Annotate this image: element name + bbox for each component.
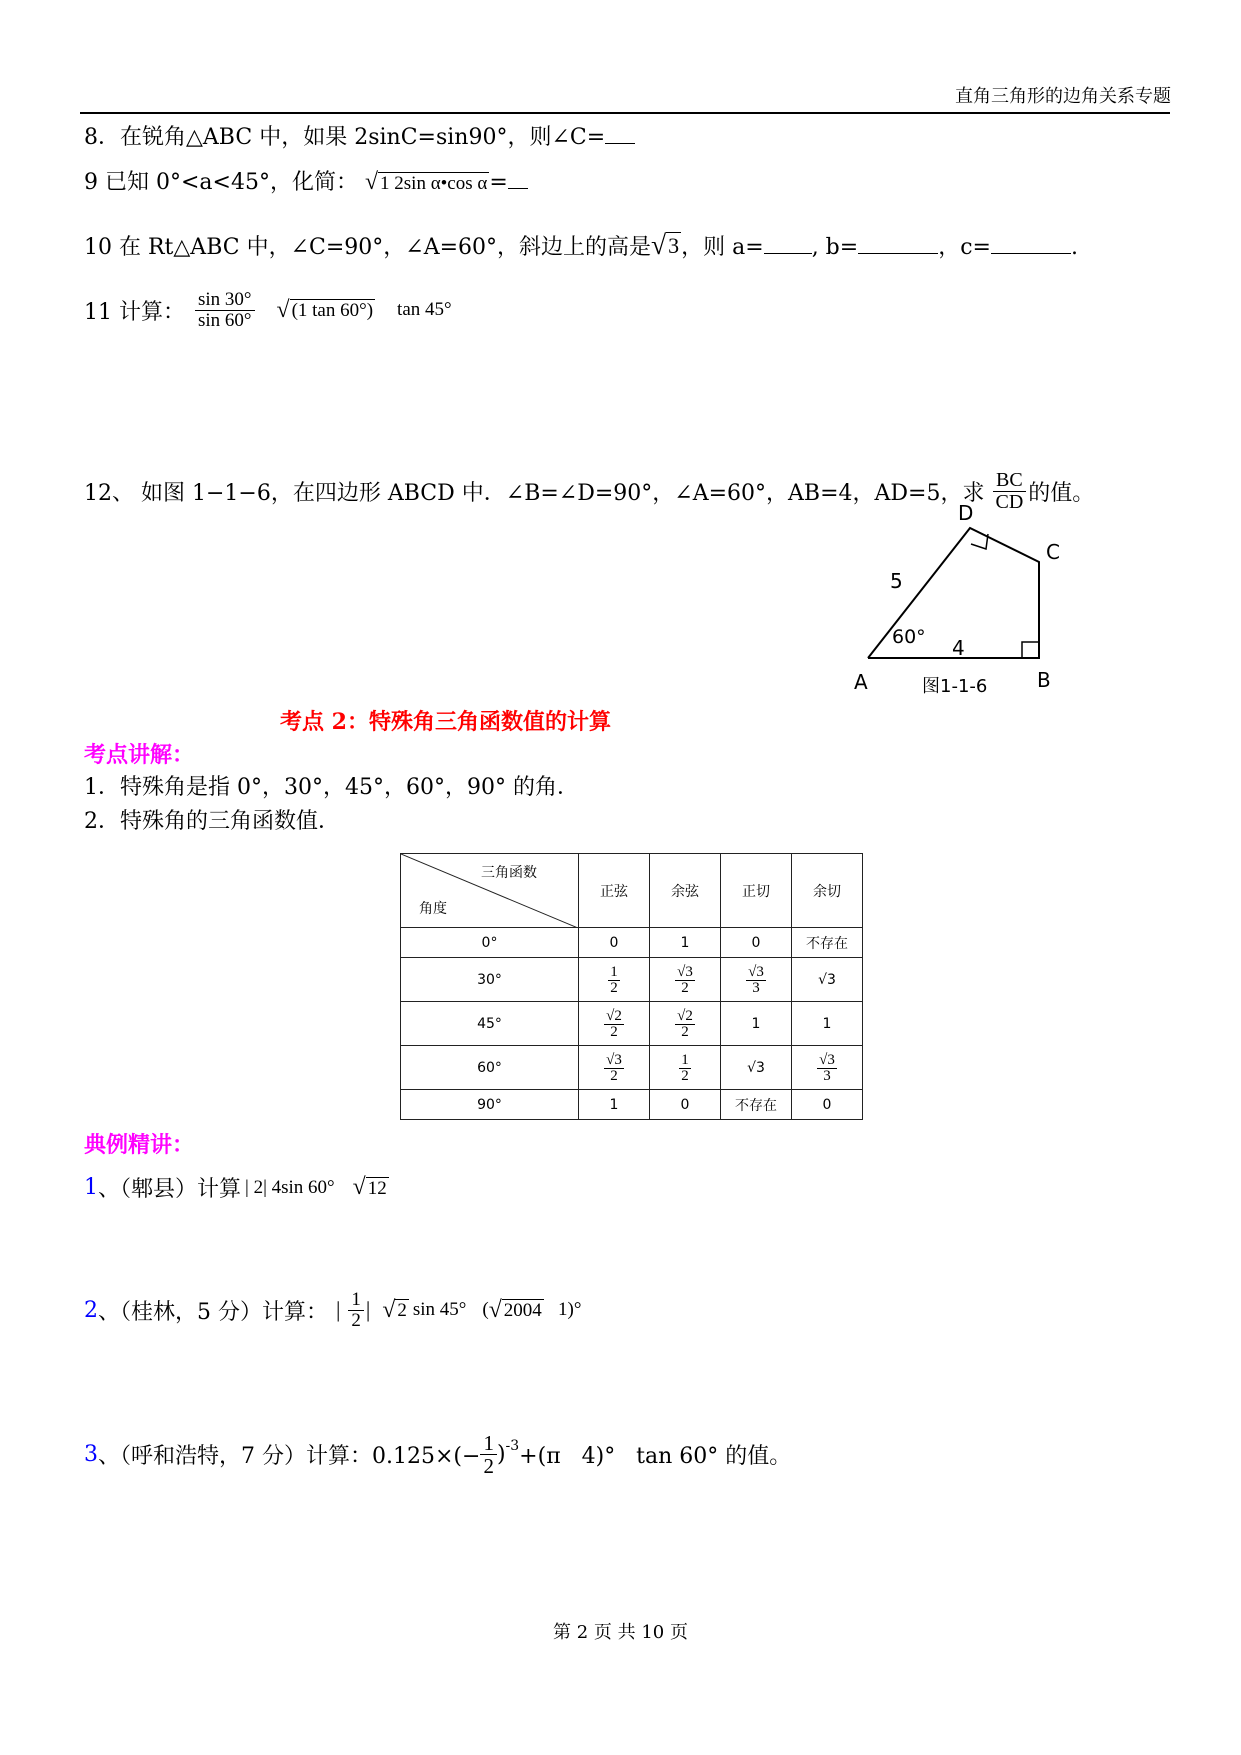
angle-cell: 90°: [401, 1090, 579, 1120]
label-side-ab: 4: [952, 636, 965, 660]
value-numerator: √2: [606, 1007, 622, 1024]
value-text: 不存在: [735, 1097, 777, 1114]
example-3-numerator: 1: [480, 1432, 497, 1455]
q11-text: 11 计算：: [84, 299, 185, 325]
question-8: [84, 120, 635, 151]
trig-table-wrapper: [400, 853, 863, 1120]
q11-fraction: [195, 290, 255, 331]
trig-value-table: [400, 853, 863, 1120]
q9-text: 9 已知 0°<a<45°，化简：: [84, 170, 358, 195]
header-rule: [80, 112, 1170, 114]
example-2-radicand-2: 2004: [503, 1300, 542, 1322]
example-3: [84, 1432, 791, 1477]
example-2-close: 1)°: [543, 1299, 582, 1321]
question-10: [84, 230, 1078, 261]
table-corner: [401, 854, 579, 928]
q9-radicand: 1 2sin α•cos α: [380, 172, 488, 194]
value-numerator: √3: [606, 1051, 622, 1068]
label-b: B: [1037, 668, 1051, 692]
example-2-bar-right: |: [365, 1297, 371, 1323]
value-denominator: 3: [823, 1067, 831, 1084]
sine-value-cell: [579, 1002, 650, 1046]
value-text: 0: [822, 1096, 832, 1113]
cotangent-value-cell: [792, 1002, 863, 1046]
cosine-value-cell: [650, 1090, 721, 1120]
value-text: 1: [822, 1015, 832, 1032]
example-1-number: 1: [84, 1175, 98, 1200]
q10-end: .: [1070, 235, 1078, 260]
example-2-denominator: 2: [351, 1309, 361, 1331]
value-fraction: [746, 965, 766, 996]
q10-blank-c: [991, 231, 1071, 254]
example-3-denominator: 2: [483, 1454, 494, 1479]
q10-blank-b: [858, 231, 938, 254]
angle-cell: 60°: [401, 1046, 579, 1090]
section-2-title: 考点 2：特殊角三角函数值的计算: [280, 709, 611, 735]
question-11: [84, 290, 452, 331]
value-text: √3: [818, 971, 836, 988]
header-cosine: 余弦: [650, 854, 721, 928]
value-denominator: 2: [681, 1023, 689, 1040]
example-2-sqrt-2: √ 2004: [488, 1296, 542, 1323]
example-2-expr: sin 45°: [412, 1299, 467, 1321]
angle-cell: 0°: [401, 928, 579, 958]
cotangent-value-cell: [792, 1090, 863, 1120]
value-numerator: √3: [748, 963, 764, 980]
page-footer: 第 2 页 共 10 页: [553, 1622, 688, 1643]
q10-radicand: 3: [668, 233, 680, 259]
value-text: 1: [680, 934, 690, 951]
value-denominator: 2: [610, 1067, 618, 1084]
value-denominator: 2: [681, 979, 689, 996]
example-2-number: 2: [84, 1297, 98, 1323]
example-1-sqrt: √ 12: [352, 1173, 387, 1200]
label-d: D: [958, 501, 974, 525]
value-numerator: 1: [610, 963, 618, 980]
right-angle-mark-b: [1022, 642, 1039, 658]
label-angle-a: 60°: [892, 626, 926, 648]
header-tangent: 正切: [721, 854, 792, 928]
value-fraction: [817, 1053, 837, 1084]
example-2-radicand-1: 2: [397, 1300, 407, 1322]
value-numerator: 1: [681, 1051, 689, 1068]
value-text: 0: [751, 934, 761, 951]
table-row: [401, 958, 863, 1002]
tangent-value-cell: [721, 1090, 792, 1120]
tangent-value-cell: [721, 1046, 792, 1090]
example-3-text: 、（呼和浩特，7 分）计算：0.125×(−: [98, 1444, 481, 1470]
example-2-open: (: [482, 1299, 489, 1321]
q10-text: 10 在 Rt△ABC 中，∠C=90°，∠A=60°，斜边上的高是: [84, 235, 652, 260]
q8-blank: [605, 121, 635, 144]
cosine-value-cell: [650, 958, 721, 1002]
sine-value-cell: [579, 958, 650, 1002]
q12-numerator: BC: [993, 470, 1026, 492]
value-fraction: [604, 1009, 624, 1040]
header-sine: 正弦: [579, 854, 650, 928]
value-numerator: √3: [677, 963, 693, 980]
value-fraction: [679, 1053, 691, 1084]
tangent-value-cell: [721, 958, 792, 1002]
value-fraction: [604, 1053, 624, 1084]
q9-blank: [508, 166, 528, 189]
table-row: [401, 928, 863, 958]
value-fraction: [675, 1009, 695, 1040]
q9-sqrt: √ 1 2sin α•cos α: [364, 169, 488, 195]
corner-top-label: 三角函数: [481, 865, 537, 881]
table-row: [401, 1002, 863, 1046]
cotangent-value-cell: [792, 958, 863, 1002]
q11-radicand: (1 tan 60°): [291, 300, 374, 322]
q11-denominator: sin 60°: [198, 309, 252, 331]
point-2: 2．特殊角的三角函数值．: [84, 809, 340, 834]
example-3-rest: +(π 4)° tan 60° 的值。: [519, 1444, 792, 1470]
figure-1-1-6: [840, 490, 1080, 705]
point-1: 1．特殊角是指 0°，30°，45°，60°，90° 的角．: [84, 775, 579, 800]
cosine-value-cell: [650, 1046, 721, 1090]
trig-table-body: [401, 928, 863, 1120]
q8-text: 8．在锐角△ABC 中，如果 2sinC=sin90°，则∠C=: [84, 125, 606, 150]
example-3-exponent: -3: [505, 1438, 520, 1454]
q10-a: ，则 a=: [681, 235, 764, 260]
q11-sqrt: √ (1 tan 60°): [276, 296, 374, 323]
label-side-ad: 5: [890, 569, 903, 593]
table-row: [401, 1046, 863, 1090]
example-3-fraction: [480, 1432, 497, 1477]
value-denominator: 2: [681, 1067, 689, 1084]
explain-heading: 考点讲解：: [84, 742, 195, 768]
value-fraction: [608, 965, 620, 996]
example-1-expr: | 2| 4sin 60°: [245, 1176, 335, 1198]
q10-c: ，c=: [938, 235, 991, 260]
example-2-fraction: [348, 1290, 364, 1331]
label-a: A: [854, 670, 868, 694]
value-text: √3: [747, 1059, 765, 1076]
label-c: C: [1046, 540, 1060, 564]
q10-b: , b=: [811, 235, 859, 260]
q12-text: 12、 如图 1−1−6，在四边形 ABCD 中．∠B=∠D=90°，∠A=60°，AB=4，AD=5，求: [84, 481, 985, 506]
header-cotangent: 余切: [792, 854, 863, 928]
value-numerator: √3: [819, 1051, 835, 1068]
examples-heading: 典例精讲：: [84, 1132, 195, 1158]
cosine-value-cell: [650, 1002, 721, 1046]
table-row: [401, 1090, 863, 1120]
value-text: 1: [609, 1096, 619, 1113]
q10-sqrt: √ 3: [651, 229, 680, 260]
example-2-text: 、（桂林，5 分）计算：: [98, 1299, 328, 1325]
angle-cell: 45°: [401, 1002, 579, 1046]
example-1-radicand: 12: [367, 1177, 387, 1199]
example-1: [84, 1172, 389, 1203]
cosine-value-cell: [650, 928, 721, 958]
value-text: 不存在: [806, 935, 848, 952]
page-header: 直角三角形的边角关系专题: [955, 86, 1171, 107]
cotangent-value-cell: [792, 928, 863, 958]
example-3-number: 3: [84, 1442, 98, 1468]
sine-value-cell: [579, 928, 650, 958]
tangent-value-cell: [721, 1002, 792, 1046]
example-2-bar-left: |: [336, 1297, 341, 1323]
value-denominator: 2: [610, 979, 618, 996]
value-numerator: √2: [677, 1007, 693, 1024]
value-text: 0: [680, 1096, 690, 1113]
corner-bottom-label: 角度: [419, 901, 447, 917]
angle-cell: 30°: [401, 958, 579, 1002]
example-1-text: 、（郫县）计算: [98, 1177, 242, 1202]
cotangent-value-cell: [792, 1046, 863, 1090]
q11-numerator: sin 30°: [195, 290, 255, 311]
value-fraction: [675, 965, 695, 996]
sine-value-cell: [579, 1090, 650, 1120]
q12-post: 的值。: [1028, 481, 1095, 506]
q9-equals: =: [489, 170, 508, 195]
value-text: 1: [751, 1015, 761, 1032]
example-2: [84, 1290, 581, 1331]
q11-tail: tan 45°: [397, 299, 452, 321]
q10-blank-a: [764, 231, 812, 254]
value-denominator: 3: [752, 979, 760, 996]
value-denominator: 2: [610, 1023, 618, 1040]
figure-caption: 图1-1-6: [922, 676, 988, 697]
value-text: 0: [609, 934, 619, 951]
question-9: [84, 165, 528, 196]
example-2-numerator: 1: [348, 1290, 364, 1311]
tangent-value-cell: [721, 928, 792, 958]
example-3-paren: ): [496, 1442, 506, 1468]
q12-denominator: CD: [995, 491, 1024, 513]
example-2-sqrt-1: √ 2: [382, 1296, 407, 1323]
sine-value-cell: [579, 1046, 650, 1090]
